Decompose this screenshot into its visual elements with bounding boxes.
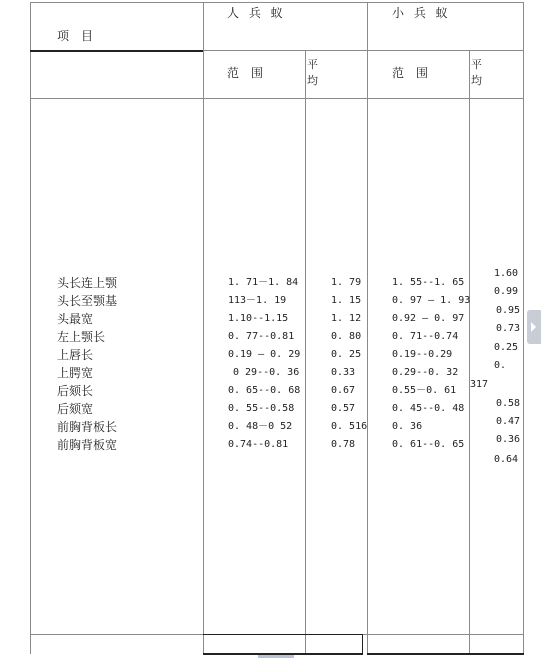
avg-major-cell: 1. 15 bbox=[331, 295, 362, 306]
header-range-1: 范 围 bbox=[227, 66, 264, 80]
range-minor-cell: 0. 97 — 1. 93 bbox=[392, 295, 471, 306]
range-major-cell: 0. 55--0.58 bbox=[228, 403, 295, 414]
header-group-underline bbox=[203, 50, 524, 51]
row-label: 前胸背板宽 bbox=[57, 438, 118, 452]
avg-minor-cell: 1.60 bbox=[494, 268, 519, 279]
range-minor-cell: 0.29--0. 32 bbox=[392, 367, 459, 378]
row-label: 后颏长 bbox=[57, 384, 94, 398]
header-group-minor-soldier: 小 兵 蚁 bbox=[392, 6, 451, 20]
header-avg-1: 平 均 bbox=[307, 58, 318, 87]
col-divider-1 bbox=[203, 2, 204, 654]
range-minor-cell: 0.92 — 0. 97 bbox=[392, 313, 465, 324]
row-label: 头长连上颚 bbox=[57, 276, 118, 290]
table-top-border bbox=[30, 2, 524, 3]
footer-box-bottom-2 bbox=[367, 653, 524, 655]
row-label: 前胸背板长 bbox=[57, 420, 118, 434]
footer-box-right-1 bbox=[362, 634, 363, 655]
avg-major-cell: 1. 12 bbox=[331, 313, 362, 324]
range-major-cell: 0 29--0. 36 bbox=[233, 367, 300, 378]
range-minor-cell: 0.55－0. 61 bbox=[392, 385, 457, 396]
avg-minor-cell: 0.47 bbox=[496, 416, 521, 427]
range-major-cell: 0. 77--0.81 bbox=[228, 331, 295, 342]
header-avg-2: 平 均 bbox=[471, 58, 482, 87]
header-bottom-line bbox=[30, 98, 524, 99]
range-major-cell: 0. 48－0 52 bbox=[228, 421, 293, 432]
avg-minor-cell: 0.73 bbox=[496, 323, 521, 334]
avg-minor-cell: 0.58 bbox=[496, 398, 521, 409]
row-label: 头长至颚基 bbox=[57, 294, 118, 308]
table-left-border bbox=[30, 2, 31, 654]
range-minor-cell: 0. 71--0.74 bbox=[392, 331, 459, 342]
col-divider-2 bbox=[305, 51, 306, 654]
range-major-cell: 1. 71－1. 84 bbox=[228, 277, 299, 288]
range-major-cell: 0.19 — 0. 29 bbox=[228, 349, 301, 360]
avg-minor-cell: 0.99 bbox=[494, 286, 519, 297]
range-minor-cell: 0. 45--0. 48 bbox=[392, 403, 465, 414]
row-label: 上腭宽 bbox=[57, 366, 94, 380]
avg-minor-cell: 317 bbox=[470, 379, 489, 390]
avg-major-cell: 0. 80 bbox=[331, 331, 362, 342]
range-minor-cell: 0. 61--0. 65 bbox=[392, 439, 465, 450]
row-label: 左上颚长 bbox=[57, 330, 106, 344]
avg-major-cell: 0.33 bbox=[331, 367, 356, 378]
row-label: 上唇长 bbox=[57, 348, 94, 362]
avg-major-cell: 0.78 bbox=[331, 439, 356, 450]
range-minor-cell: 0. 36 bbox=[392, 421, 423, 432]
header-range-2: 范 围 bbox=[392, 66, 429, 80]
row-label: 头最宽 bbox=[57, 312, 94, 326]
avg-major-cell: 0. 25 bbox=[331, 349, 362, 360]
range-minor-cell: 1. 55--1. 65 bbox=[392, 277, 465, 288]
header-item-label: 项 目 bbox=[57, 29, 94, 43]
col-divider-4 bbox=[469, 51, 470, 654]
range-major-cell: 1.10--1.15 bbox=[228, 313, 289, 324]
range-major-cell: 0. 65--0. 68 bbox=[228, 385, 301, 396]
col-divider-3 bbox=[367, 2, 368, 654]
range-major-cell: 0.74--0.81 bbox=[228, 439, 289, 450]
avg-major-cell: 0.57 bbox=[331, 403, 356, 414]
avg-major-cell: 1. 79 bbox=[331, 277, 362, 288]
header-group-major-soldier: 人 兵 蚁 bbox=[227, 6, 286, 20]
avg-minor-cell: 0.95 bbox=[496, 305, 521, 316]
table-right-border bbox=[523, 2, 524, 654]
avg-major-cell: 0. 516 bbox=[331, 421, 368, 432]
avg-minor-cell: 0.64 bbox=[494, 454, 519, 465]
range-major-cell: 113－1. 19 bbox=[228, 295, 287, 306]
avg-minor-cell: 0. bbox=[494, 360, 507, 371]
side-panel-toggle-arrow-icon[interactable] bbox=[527, 310, 541, 344]
avg-major-cell: 0.67 bbox=[331, 385, 356, 396]
row-label: 后颏宽 bbox=[57, 402, 94, 416]
avg-minor-cell: 0.36 bbox=[496, 434, 521, 445]
avg-minor-cell: 0.25 bbox=[494, 342, 519, 353]
header-item-underline bbox=[30, 50, 203, 52]
range-minor-cell: 0.19--0.29 bbox=[392, 349, 453, 360]
footer-box-top-1 bbox=[203, 634, 363, 635]
